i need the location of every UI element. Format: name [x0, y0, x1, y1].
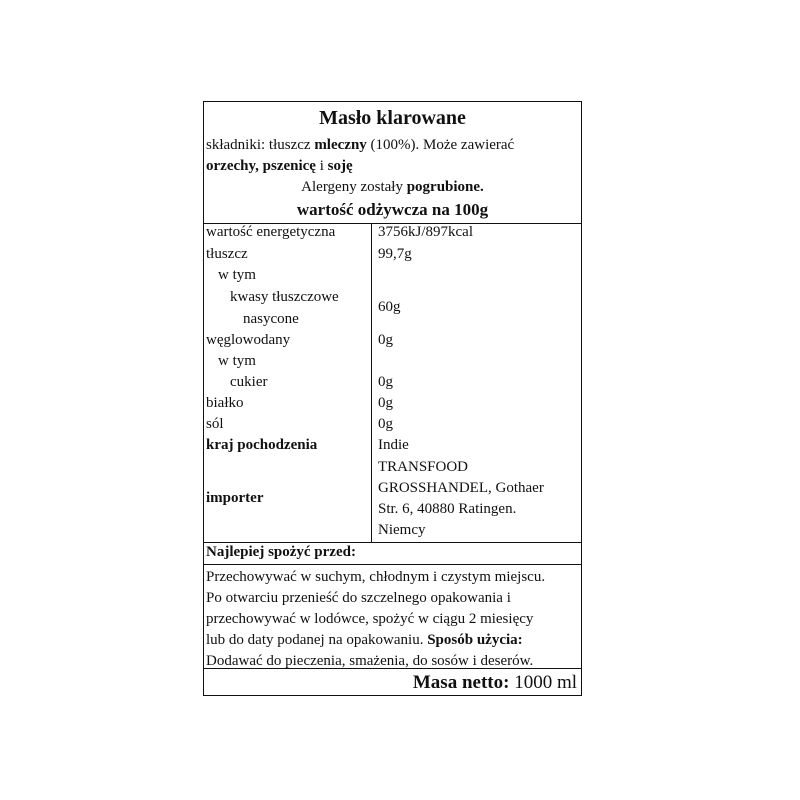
storage-line-4: [206, 630, 580, 651]
storage-line-3: przechowywać w lodówce, spożyć w ciągu 2 miesięcy: [206, 611, 534, 627]
carbs-of-which: w tym: [218, 353, 256, 369]
energy-label: wartość energetyczna: [206, 224, 336, 240]
protein-label: białko: [206, 395, 244, 411]
origin-value: Indie: [378, 437, 409, 453]
fat-of-which: w tym: [218, 267, 256, 283]
allergen-conjunction: i: [315, 158, 328, 174]
ingredients-prefix: składniki: tłuszcz: [206, 137, 315, 153]
salt-label: sól: [206, 416, 224, 432]
storage-line-1: Przechowywać w suchym, chłodnym i czystym miejscu.: [206, 569, 546, 585]
allergen-note-text: Alergeny zostały: [301, 179, 407, 195]
protein-value: 0g: [378, 395, 393, 411]
storage-line-2: Po otwarciu przenieść do szczelnego opakowania i: [206, 590, 511, 606]
usage-label: Sposób użycia:: [427, 632, 523, 648]
energy-value: 3756kJ/897kcal: [378, 224, 473, 240]
allergen-soy: soję: [327, 158, 353, 174]
product-label: [203, 101, 582, 696]
best-before-label: Najlepiej spożyć przed:: [206, 544, 356, 560]
origin-label: kraj pochodzenia: [206, 437, 318, 453]
importer-line4: Niemcy: [378, 522, 426, 538]
importer-line2: GROSSHANDEL, Gothaer: [378, 480, 544, 496]
ingredient-milk: mleczny: [314, 137, 367, 153]
sugar-value: 0g: [378, 374, 393, 390]
carbs-label: węglowodany: [206, 332, 291, 348]
column-divider: [371, 223, 372, 542]
net-weight: [413, 671, 577, 695]
allergen-note-bold: pogrubione.: [406, 179, 484, 195]
salt-value: 0g: [378, 416, 393, 432]
storage-divider: [204, 564, 581, 565]
net-weight-value: 1000 ml: [509, 672, 577, 693]
allergen-list: orzechy, pszenicę: [206, 158, 316, 174]
importer-line1: TRANSFOOD: [378, 459, 469, 475]
ingredients-text: [206, 135, 578, 177]
saturated-label-line1: kwasy tłuszczowe: [230, 289, 339, 305]
nutrition-heading: wartość odżywcza na 100g: [296, 200, 489, 219]
importer-label: importer: [206, 490, 264, 506]
carbs-value: 0g: [378, 332, 393, 348]
usage-text: Dodawać do pieczenia, smażenia, do sosów i deserów.: [206, 653, 534, 669]
ingredients-mid: (100%). Może zawierać: [366, 137, 515, 153]
fat-value: 99,7g: [378, 246, 412, 262]
net-weight-label: Masa netto:: [412, 672, 510, 693]
allergen-note: [204, 177, 581, 197]
product-title: Masło klarowane: [319, 107, 466, 129]
importer-line3: Str. 6, 40880 Ratingen.: [378, 501, 517, 517]
sugar-label: cukier: [230, 374, 268, 390]
storage-line-4-text: lub do daty podanej na opakowaniu.: [206, 632, 428, 648]
saturated-label-line2: nasycone: [243, 311, 299, 327]
fat-label: tłuszcz: [206, 246, 248, 262]
storage-instructions: [206, 567, 580, 672]
saturated-value: 60g: [378, 299, 401, 315]
